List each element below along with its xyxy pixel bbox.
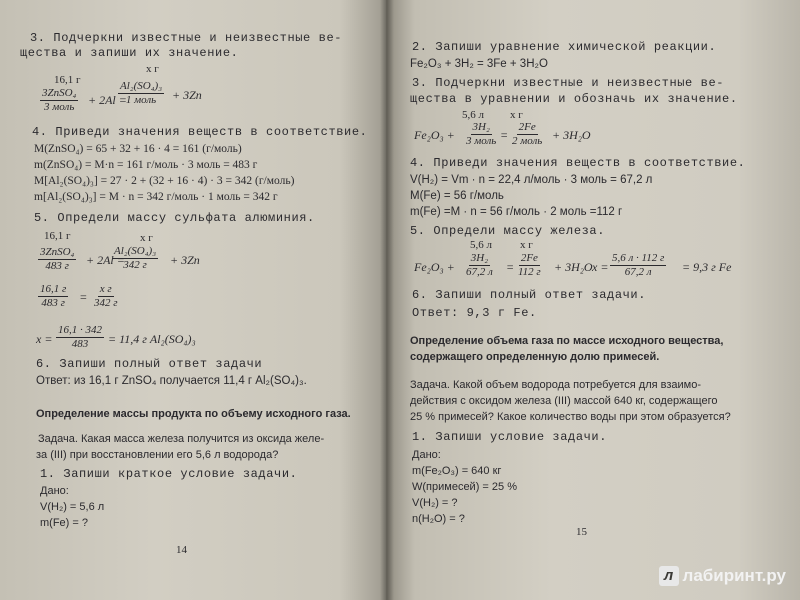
r-task-line3: 25 % примесей? Какое количество воды при этом образуется? xyxy=(410,411,731,423)
r-eq2-fraction-fe xyxy=(516,252,543,279)
page-number-right: 15 xyxy=(576,526,587,538)
step3-heading-cont: щества и запиши их значение. xyxy=(20,46,239,60)
r-step4-line1: V(H₂) = Vm · n = 22,4 л/моль · 3 моль = 67,2 л xyxy=(410,174,653,186)
left-page xyxy=(0,0,386,600)
x-lhs: x = xyxy=(36,332,53,346)
book-gutter-shadow xyxy=(380,0,394,600)
r-find-volume: V(H₂) = ? xyxy=(412,497,458,509)
r-task-line1: Задача. Какой объем водорода потребуется для взаимо- xyxy=(410,379,701,391)
r-step4-heading: 4. Приведи значения веществ в соответствие. xyxy=(410,156,746,170)
r-eq1-frac1-num: 3H₂ xyxy=(472,121,490,133)
r-step3-heading-cont: щества в уравнении и обозначь их значение. xyxy=(410,92,738,106)
eq2-known: 16,1 г xyxy=(44,230,71,242)
r-x-den: 67,2 л xyxy=(624,266,652,278)
eq2-fraction-reactant xyxy=(38,246,76,273)
r-eq2-known: 5,6 л xyxy=(470,239,492,251)
r-step1-heading: 1. Запиши условие задачи. xyxy=(412,430,608,444)
r-eq2-unknown: х г xyxy=(520,239,533,251)
r-eq1-fraction-h2 xyxy=(464,121,498,148)
prop-den2: 342 г xyxy=(94,297,118,309)
eq1-frac2-num: Al₂(SO₄)₃ xyxy=(120,80,163,92)
r-eq2-frac2-num: 2Fe xyxy=(520,252,538,264)
eq1-fraction-reactant xyxy=(40,87,78,114)
eq1-unknown: х г xyxy=(146,63,159,75)
task-line2: за (III) при восстановлении его 5,6 л водорода? xyxy=(36,449,279,461)
eq2-frac2-num: Al₂(SO₄)₃ xyxy=(114,245,157,257)
r-step3-heading: 3. Подчеркни известные и неизвестные ве- xyxy=(412,76,725,90)
r-reaction: Fe₂O₃ + 3H₂ = 3Fe + 3H₂O xyxy=(410,58,548,70)
step4-line1: M(ZnSO₄) = 65 + 32 + 16 · 4 = 161 (г/моль) xyxy=(34,143,242,155)
proportion-right xyxy=(92,283,120,310)
r-x-lhs: x = xyxy=(592,260,609,274)
eq1-end: + 3Zn xyxy=(172,88,202,102)
step3-heading: 3. Подчеркни известные и неизвестные ве- xyxy=(30,31,343,45)
step4-line3: M[Al₂(SO₄)₃] = 27 · 2 + (32 + 16 · 4) · 3 = 342 (г/моль) xyxy=(34,175,295,187)
r-x-fraction xyxy=(610,252,666,279)
r-eq1-frac2-den: 2 моль xyxy=(512,135,543,147)
eq1-frac1-num: 3ZnSO₄ xyxy=(42,87,77,99)
step4-line2: m(ZnSO₄) = M·n = 161 г/моль · 3 моль = 483 г xyxy=(34,159,258,171)
watermark-text: лабиринт.ру xyxy=(682,566,786,585)
r-eq2-frac2-den: 112 г xyxy=(518,266,541,278)
r-answer: Ответ: 9,3 г Fe. xyxy=(412,306,537,320)
task-line1: Задача. Какая масса железа получится из оксида желе- xyxy=(38,433,325,445)
r-eq2-frac1-num: 3H₂ xyxy=(470,252,489,264)
r-step2-heading: 2. Запиши уравнение химической реакции. xyxy=(412,40,717,54)
r-eq1-unknown: х г xyxy=(510,109,523,121)
x-den: 483 xyxy=(71,338,89,350)
given-label: Дано: xyxy=(40,485,69,497)
labirint-logo-icon: л xyxy=(659,566,679,586)
step5-heading: 5. Определи массу сульфата алюминия. xyxy=(34,211,315,225)
eq2-frac1-num: 3ZnSO₄ xyxy=(40,246,75,258)
x-rhs: = 11,4 г Al₂(SO₄)₃ xyxy=(108,332,196,346)
r-eq1-known: 5,6 л xyxy=(462,109,484,121)
r-eq2-end: + 3H₂O xyxy=(554,260,593,274)
r-eq1-fraction-fe xyxy=(510,121,544,148)
eq2-frac1-den: 483 г xyxy=(45,260,69,272)
r-task-line2: действия с оксидом железа (III) массой 640 кг, содержащего xyxy=(410,395,718,407)
section-heading: Определение массы продукта по объему исходного газа. xyxy=(36,408,351,420)
r-eq1-frac1-den: 3 моль xyxy=(466,135,497,147)
page-number-left: 14 xyxy=(176,544,187,556)
r-given-label: Дано: xyxy=(412,449,441,461)
r-step4-line2: M(Fe) = 56 г/моль xyxy=(410,190,504,202)
prop-num1: 16,1 г xyxy=(40,283,67,295)
r-section-heading-1: Определение объема газа по массе исходного вещества, xyxy=(410,335,724,347)
r-find-water: n(H₂O) = ? xyxy=(412,513,465,525)
answer: Ответ: из 16,1 г ZnSO₄ получается 11,4 г Al₂(SO₄)₃. xyxy=(36,375,307,387)
eq1-known: 16,1 г xyxy=(54,74,81,86)
x-num: 16,1 · 342 xyxy=(58,324,102,336)
r-eq2-mid: = xyxy=(506,260,515,274)
r-given-mass: m(Fe₂O₃) = 640 кг xyxy=(412,465,502,477)
eq2-fraction-product xyxy=(112,245,158,272)
step6-heading: 6. Запиши полный ответ задачи xyxy=(36,357,263,371)
step4-heading: 4. Приведи значения веществ в соответствие. xyxy=(32,125,368,139)
proportion-eq: = xyxy=(80,290,87,304)
eq1-frac2-den: 1 моль xyxy=(125,94,157,106)
prop-num2: х г xyxy=(99,283,112,295)
x-fraction xyxy=(56,324,104,351)
given-mass-unknown: m(Fe) = ? xyxy=(40,517,88,529)
r-eq1-frac2-num: 2Fe xyxy=(518,121,536,133)
eq1-frac1-den: 3 моль xyxy=(44,101,75,113)
eq2-unknown: х г xyxy=(140,232,153,244)
r-step6-heading: 6. Запиши полный ответ задачи. xyxy=(412,288,647,302)
eq2-frac2-den: 342 г xyxy=(123,259,147,271)
r-eq2-frac1-den: 67,2 л xyxy=(466,266,493,278)
step4-line4: m[Al₂(SO₄)₃] = M · n = 342 г/моль · 1 моль = 342 г xyxy=(34,191,278,203)
r-x-rhs: = 9,3 г Fe xyxy=(682,260,732,274)
step1-heading: 1. Запиши краткое условие задачи. xyxy=(40,467,298,481)
r-step5-heading: 5. Определи массу железа. xyxy=(410,224,606,238)
watermark xyxy=(659,566,786,586)
given-volume: V(H₂) = 5,6 л xyxy=(40,501,105,513)
r-given-impurity: W(примесей) = 25 % xyxy=(412,481,517,493)
r-step4-line3: m(Fe) =M · n = 56 г/моль · 2 моль =112 г xyxy=(410,206,623,218)
eq1-mid: + 2Al = xyxy=(88,93,127,107)
r-eq2-fraction-h2 xyxy=(464,252,495,279)
r-eq1-start: Fe₂O₃ + xyxy=(414,128,455,142)
eq2-end: + 3Zn xyxy=(170,253,200,267)
prop-den1: 483 г xyxy=(41,297,65,309)
eq1-fraction-product xyxy=(118,80,164,107)
eq2-mid: + 2Al = xyxy=(86,253,125,267)
r-eq1-mid: = xyxy=(500,128,509,142)
proportion-left xyxy=(38,283,68,310)
r-x-num: 5,6 л · 112 г xyxy=(612,252,665,264)
r-eq2-start: Fe₂O₃ + xyxy=(414,260,455,274)
r-eq1-end: + 3H₂O xyxy=(552,128,591,142)
right-page xyxy=(386,0,800,600)
r-section-heading-2: содержащего определенную долю примесей. xyxy=(410,351,660,363)
